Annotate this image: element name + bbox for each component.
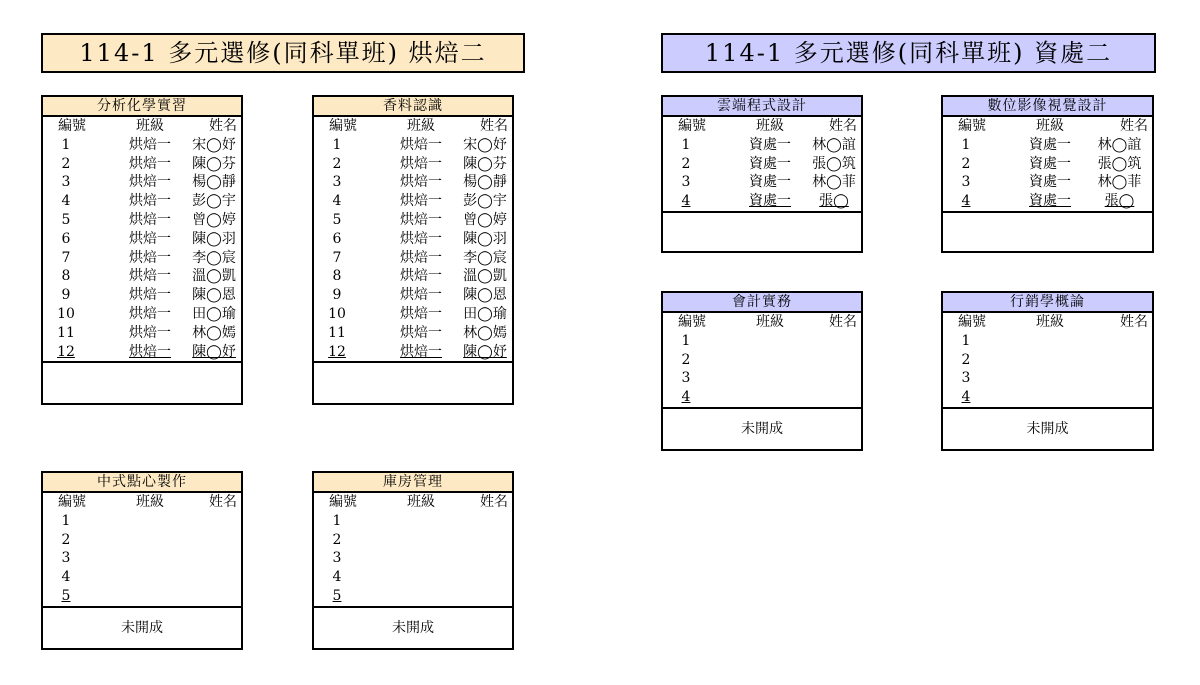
- row-number: 5: [61, 211, 71, 228]
- row-number: 2: [961, 351, 971, 368]
- card-accounting: [661, 291, 863, 451]
- column-number: 編號: [329, 494, 357, 510]
- card-digital-image: [941, 95, 1154, 253]
- row-class: [1013, 332, 1087, 351]
- student-row: [314, 192, 512, 211]
- student-row: [663, 173, 861, 192]
- column-class: 班級: [407, 118, 435, 134]
- row-number: 4: [961, 193, 971, 210]
- row-number: 9: [61, 287, 71, 304]
- student-row: [943, 332, 1152, 351]
- card-title: 會計實務: [663, 293, 861, 313]
- card-title: 數位影像視覺設計: [943, 97, 1152, 117]
- column-number: 編號: [58, 494, 86, 510]
- card-dim-sum: [41, 471, 243, 650]
- row-class: 資處一: [1029, 193, 1071, 210]
- student-row: [43, 249, 241, 268]
- column-name: 姓名: [209, 494, 237, 510]
- student-rows: [314, 136, 512, 364]
- row-number: 7: [61, 249, 71, 266]
- row-number: 1: [332, 136, 342, 153]
- row-number: 1: [681, 332, 691, 349]
- column-number: 編號: [678, 314, 706, 330]
- row-name: 張◯: [819, 193, 849, 210]
- student-row: [314, 549, 512, 568]
- student-row: [314, 249, 512, 268]
- column-number: 編號: [58, 118, 86, 134]
- row-class: 資處一: [1029, 136, 1071, 153]
- student-row: [43, 192, 241, 211]
- row-name: 陳◯恩: [463, 287, 507, 304]
- row-name: 溫◯凱: [463, 268, 507, 285]
- student-row: [43, 267, 241, 286]
- row-class: [384, 568, 458, 587]
- student-row: [43, 155, 241, 174]
- column-headers: [663, 117, 861, 136]
- student-row: [43, 343, 241, 362]
- row-number: 9: [332, 287, 342, 304]
- card-title: 香料認識: [314, 97, 512, 117]
- student-row: [663, 369, 861, 388]
- row-number: 4: [61, 569, 71, 586]
- student-row: [314, 286, 512, 305]
- row-number: 2: [681, 351, 691, 368]
- column-headers: [943, 313, 1152, 332]
- row-class: [1013, 369, 1087, 388]
- row-name: [458, 568, 512, 587]
- column-headers: [314, 117, 512, 136]
- row-name: 溫◯凱: [192, 268, 236, 285]
- student-row: [943, 351, 1152, 370]
- row-number: 3: [961, 174, 971, 191]
- row-class: [113, 531, 187, 550]
- row-number: 1: [332, 512, 342, 529]
- card-footer-status: 未開成: [1026, 420, 1069, 437]
- row-name: 彭◯宇: [463, 193, 507, 210]
- student-row: [314, 587, 512, 606]
- student-row: [314, 531, 512, 550]
- row-name: 彭◯宇: [192, 193, 236, 210]
- student-row: [314, 136, 512, 155]
- row-number: 1: [961, 136, 971, 153]
- row-name: [1087, 369, 1152, 388]
- row-class: [733, 332, 807, 351]
- row-name: 陳◯妤: [463, 343, 507, 360]
- student-row: [943, 155, 1152, 174]
- row-class: 烘焙一: [129, 305, 171, 322]
- card-footer-status: 未開成: [121, 619, 163, 636]
- student-row: [314, 343, 512, 362]
- column-headers: [43, 117, 241, 136]
- row-class: 資處一: [1029, 174, 1071, 191]
- row-class: 烘焙一: [400, 324, 442, 341]
- row-name: 田◯瑜: [463, 305, 507, 322]
- column-headers: [943, 117, 1152, 136]
- column-number: 編號: [678, 118, 706, 134]
- row-number: 2: [332, 155, 342, 172]
- row-name: [807, 369, 861, 388]
- row-number: 3: [61, 550, 71, 567]
- student-row: [43, 173, 241, 192]
- card-title: 行銷學概論: [943, 293, 1152, 313]
- row-number: 12: [328, 343, 346, 360]
- student-row: [314, 324, 512, 343]
- row-class: 烘焙一: [129, 324, 171, 341]
- student-row: [43, 568, 241, 587]
- student-row: [314, 211, 512, 230]
- row-number: 5: [61, 587, 71, 604]
- row-number: 8: [332, 268, 342, 285]
- student-row: [43, 531, 241, 550]
- student-row: [43, 549, 241, 568]
- row-name: [807, 332, 861, 351]
- row-name: [458, 531, 512, 550]
- row-class: 資處一: [749, 136, 791, 153]
- row-class: 資處一: [749, 174, 791, 191]
- row-name: 李◯宸: [463, 249, 507, 266]
- row-class: 烘焙一: [129, 211, 171, 228]
- card-warehouse: [312, 471, 514, 650]
- row-name: [187, 531, 241, 550]
- student-row: [663, 351, 861, 370]
- row-class: 烘焙一: [129, 174, 171, 191]
- row-name: [187, 512, 241, 531]
- row-name: 林◯菲: [812, 174, 856, 191]
- row-number: 12: [57, 343, 75, 360]
- column-name: 姓名: [209, 118, 237, 134]
- row-number: 2: [61, 531, 71, 548]
- row-number: 2: [332, 531, 342, 548]
- student-row: [663, 192, 861, 211]
- row-number: 1: [61, 512, 71, 529]
- student-row: [943, 388, 1152, 407]
- row-class: 烘焙一: [129, 249, 171, 266]
- row-name: 林◯誼: [1097, 136, 1142, 153]
- row-class: 烘焙一: [129, 268, 171, 285]
- column-class: 班級: [136, 118, 164, 134]
- row-name: 林◯菲: [1097, 174, 1142, 191]
- student-row: [43, 286, 241, 305]
- student-row: [943, 192, 1152, 211]
- row-class: [384, 549, 458, 568]
- row-class: 烘焙一: [400, 193, 442, 210]
- column-name: 姓名: [480, 494, 508, 510]
- row-name: [458, 587, 512, 606]
- row-number: 3: [961, 370, 971, 387]
- card-title: 庫房管理: [314, 473, 512, 493]
- column-name: 姓名: [829, 314, 857, 330]
- row-class: 烘焙一: [400, 268, 442, 285]
- row-class: [384, 531, 458, 550]
- column-number: 編號: [958, 314, 986, 330]
- row-class: [1013, 388, 1087, 407]
- row-number: 3: [681, 370, 691, 387]
- row-name: [1087, 351, 1152, 370]
- column-headers: [663, 313, 861, 332]
- column-class: 班級: [136, 494, 164, 510]
- column-name: 姓名: [1120, 118, 1148, 134]
- row-name: 陳◯羽: [192, 230, 236, 247]
- card-title: 分析化學實習: [43, 97, 241, 117]
- column-name: 姓名: [480, 118, 508, 134]
- row-name: [187, 568, 241, 587]
- row-class: 烘焙一: [400, 249, 442, 266]
- banner-baking: 114-1 多元選修(同科單班) 烘焙二: [41, 33, 525, 73]
- row-class: 資處一: [749, 193, 791, 210]
- row-number: 8: [61, 268, 71, 285]
- student-row: [943, 173, 1152, 192]
- row-name: 楊◯靜: [463, 174, 507, 191]
- row-class: 烘焙一: [400, 343, 442, 360]
- student-row: [314, 173, 512, 192]
- row-number: 10: [328, 305, 346, 322]
- row-name: 張◯筑: [812, 155, 856, 172]
- row-name: 陳◯芬: [463, 155, 507, 172]
- row-class: [733, 388, 807, 407]
- student-row: [43, 136, 241, 155]
- row-name: 張◯: [1104, 193, 1135, 210]
- row-name: 林◯嫣: [463, 324, 507, 341]
- row-name: 楊◯靜: [192, 174, 236, 191]
- row-class: 烘焙一: [400, 287, 442, 304]
- row-name: [1087, 332, 1152, 351]
- row-name: 李◯宸: [192, 249, 236, 266]
- row-class: [384, 512, 458, 531]
- column-class: 班級: [407, 494, 435, 510]
- column-name: 姓名: [1120, 314, 1148, 330]
- row-name: 宋◯妤: [463, 136, 507, 153]
- row-number: 7: [332, 249, 342, 266]
- card-spice: [312, 95, 514, 405]
- card-footer-status: [663, 213, 861, 251]
- student-row: [663, 155, 861, 174]
- row-name: [1087, 388, 1152, 407]
- row-name: 陳◯妤: [192, 343, 236, 360]
- student-row: [314, 568, 512, 587]
- card-title: 雲端程式設計: [663, 97, 861, 117]
- row-class: 烘焙一: [129, 343, 171, 360]
- row-number: 2: [961, 155, 971, 172]
- row-class: [384, 587, 458, 606]
- row-name: 陳◯芬: [192, 155, 236, 172]
- student-rows: [663, 332, 861, 409]
- row-number: 4: [681, 193, 691, 210]
- card-footer-status: [943, 213, 1152, 251]
- row-class: 資處一: [749, 155, 791, 172]
- row-class: [113, 549, 187, 568]
- row-class: 烘焙一: [400, 305, 442, 322]
- row-class: [733, 369, 807, 388]
- row-name: [187, 587, 241, 606]
- row-number: 3: [332, 174, 342, 191]
- row-name: 林◯誼: [812, 136, 856, 153]
- row-name: 陳◯恩: [192, 287, 236, 304]
- student-row: [314, 230, 512, 249]
- row-name: 張◯筑: [1097, 155, 1142, 172]
- row-class: 烘焙一: [400, 230, 442, 247]
- card-title: 中式點心製作: [43, 473, 241, 493]
- column-name: 姓名: [829, 118, 857, 134]
- row-name: [187, 549, 241, 568]
- card-analytical-chemistry: [41, 95, 243, 405]
- row-class: 烘焙一: [400, 174, 442, 191]
- student-row: [314, 267, 512, 286]
- row-number: 10: [57, 305, 75, 322]
- row-class: 資處一: [1029, 155, 1071, 172]
- row-class: [113, 587, 187, 606]
- row-class: [1013, 351, 1087, 370]
- row-class: 烘焙一: [129, 287, 171, 304]
- student-row: [314, 155, 512, 174]
- row-name: [458, 512, 512, 531]
- column-class: 班級: [756, 118, 784, 134]
- card-cloud-programming: [661, 95, 863, 253]
- card-footer-status: 未開成: [392, 619, 434, 636]
- card-marketing: [941, 291, 1154, 451]
- row-number: 11: [57, 324, 75, 341]
- row-number: 3: [61, 174, 71, 191]
- column-number: 編號: [329, 118, 357, 134]
- student-row: [663, 388, 861, 407]
- student-rows: [943, 332, 1152, 409]
- row-name: 田◯瑜: [192, 305, 236, 322]
- row-name: 宋◯妤: [192, 136, 236, 153]
- row-name: 林◯嫣: [192, 324, 236, 341]
- column-number: 編號: [958, 118, 986, 134]
- row-number: 5: [332, 211, 342, 228]
- row-class: [113, 568, 187, 587]
- student-row: [43, 324, 241, 343]
- student-row: [43, 587, 241, 606]
- row-number: 4: [332, 569, 342, 586]
- row-number: 11: [328, 324, 346, 341]
- card-footer-status: [43, 363, 241, 403]
- student-rows: [663, 136, 861, 213]
- student-row: [663, 136, 861, 155]
- column-class: 班級: [1036, 314, 1064, 330]
- row-name: 曾◯婷: [192, 211, 236, 228]
- row-class: 烘焙一: [129, 193, 171, 210]
- row-name: 陳◯羽: [463, 230, 507, 247]
- row-class: [113, 512, 187, 531]
- row-number: 4: [961, 389, 971, 406]
- row-class: 烘焙一: [129, 155, 171, 172]
- student-row: [43, 230, 241, 249]
- student-rows: [43, 136, 241, 364]
- row-name: [807, 388, 861, 407]
- student-row: [43, 305, 241, 324]
- student-rows: [314, 512, 512, 608]
- student-row: [43, 512, 241, 531]
- card-footer-status: 未開成: [741, 420, 783, 437]
- student-row: [943, 369, 1152, 388]
- row-name: 曾◯婷: [463, 211, 507, 228]
- row-number: 4: [332, 193, 342, 210]
- row-number: 6: [61, 230, 71, 247]
- row-class: 烘焙一: [400, 211, 442, 228]
- row-class: 烘焙一: [129, 230, 171, 247]
- student-row: [43, 211, 241, 230]
- student-rows: [43, 512, 241, 608]
- card-footer-status: [314, 363, 512, 403]
- row-number: 6: [332, 230, 342, 247]
- row-number: 4: [61, 193, 71, 210]
- row-number: 1: [61, 136, 71, 153]
- column-class: 班級: [756, 314, 784, 330]
- row-number: 2: [61, 155, 71, 172]
- row-number: 3: [681, 174, 691, 191]
- row-number: 3: [332, 550, 342, 567]
- row-number: 2: [681, 155, 691, 172]
- row-number: 1: [961, 332, 971, 349]
- banner-data-processing: 114-1 多元選修(同科單班) 資處二: [661, 33, 1156, 73]
- student-row: [943, 136, 1152, 155]
- student-row: [663, 332, 861, 351]
- row-name: [458, 549, 512, 568]
- row-number: 1: [681, 136, 691, 153]
- row-class: 烘焙一: [129, 136, 171, 153]
- column-headers: [314, 493, 512, 512]
- row-class: 烘焙一: [400, 136, 442, 153]
- student-row: [314, 305, 512, 324]
- row-class: [733, 351, 807, 370]
- column-class: 班級: [1036, 118, 1064, 134]
- student-row: [314, 512, 512, 531]
- row-number: 5: [332, 587, 342, 604]
- row-name: [807, 351, 861, 370]
- row-number: 4: [681, 389, 691, 406]
- row-class: 烘焙一: [400, 155, 442, 172]
- column-headers: [43, 493, 241, 512]
- student-rows: [943, 136, 1152, 213]
